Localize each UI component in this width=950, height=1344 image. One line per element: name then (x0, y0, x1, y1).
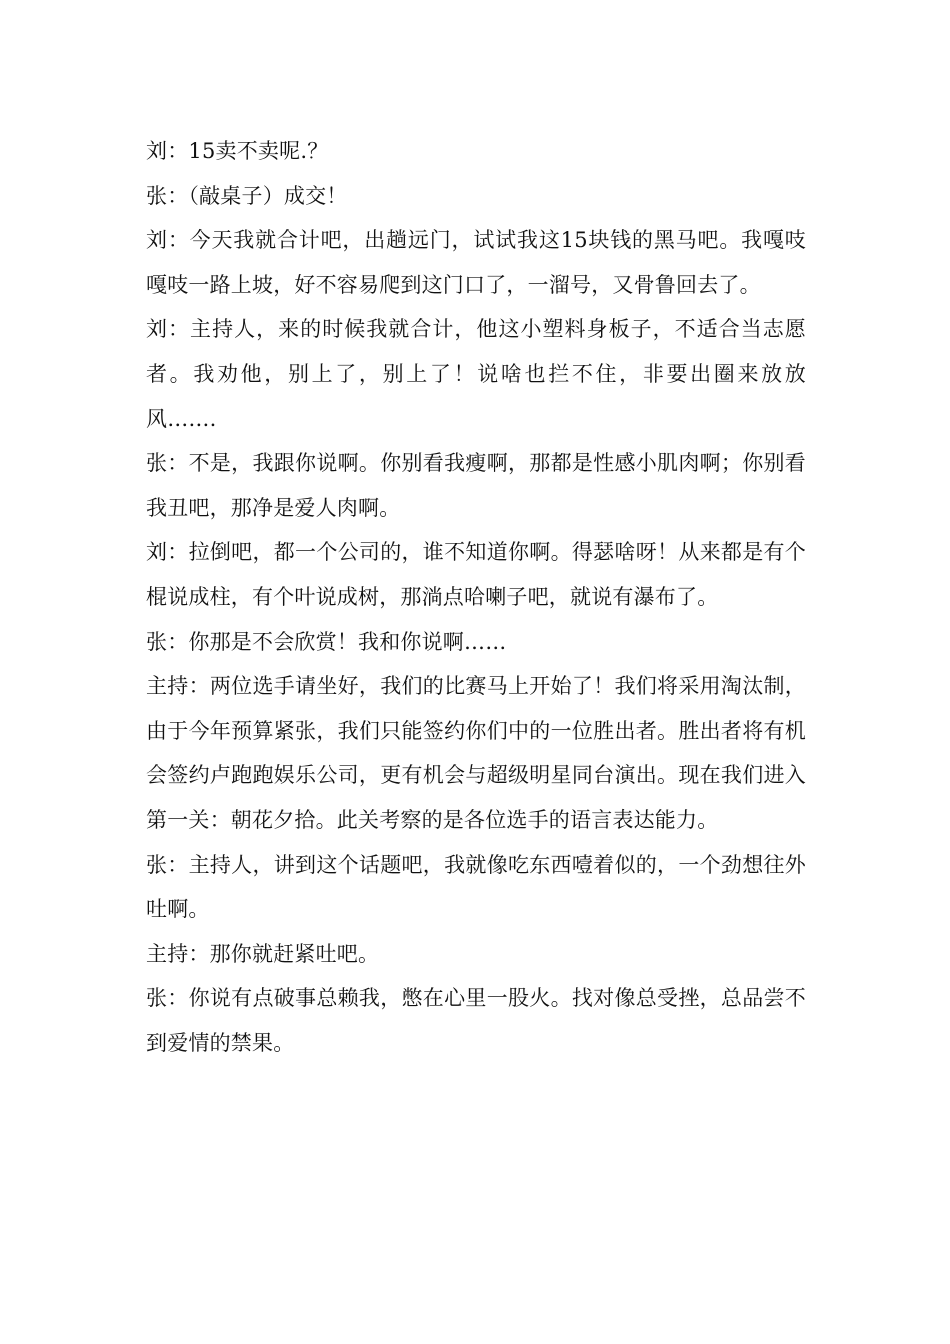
dialogue-line-zhang-appreciate: 张：你那是不会欣赏！我和你说啊…… (146, 629, 507, 654)
dialogue-line-zhang-complaint: 张：你说有点破事总赖我，憋在心里一股火。找对像总受挫，总品尝不到爱情的禁果。 (146, 986, 806, 1055)
dialogue-line-host-rules: 主持：两位选手请坐好，我们的比赛马上开始了！我们将采用淘汰制，由于今年预算紧张，我们只能签约你们中的一位胜出者。胜出者将有机会签约卢跑跑娱乐公司，更有机会与超级明星同台演出。现在我们进入第一关：朝花夕拾。此关考察的是各位选手的语言表达能力。 (146, 674, 806, 832)
dialogue-line-liu-travel: 刘：今天我就合计吧，出趟远门，试试我这15块钱的黑马吧。我嘎吱嘎吱一路上坡，好不容易爬到这门口了，一溜号，又骨鲁回去了。 (146, 228, 806, 297)
dialogue-line-zhang-topic: 张：主持人，讲到这个话题吧，我就像吃东西噎着似的，一个劲想往外吐啊。 (146, 852, 806, 922)
dialogue-line-liu-company: 刘：拉倒吧，都一个公司的，谁不知道你啊。得瑟啥呀！从来都是有个棍说成柱，有个叶说成树，那淌点哈喇子吧，就说有瀑布了。 (146, 540, 806, 609)
dialogue-line-liu-host: 刘：主持人，来的时候我就合计，他这小塑料身板子，不适合当志愿者。我劝他，别上了，别上了！说啥也拦不住，非要出圈来放放风……. (146, 317, 806, 431)
dialogue-line-zhang-deal: 张：（敲桌子）成交！ (146, 183, 348, 208)
dialogue-body (146, 129, 806, 1065)
dialogue-line-zhang-thin: 张：不是，我跟你说啊。你别看我瘦啊，那都是性感小肌肉啊；你别看我丑吧，那净是爱人肉啊。 (146, 451, 806, 520)
dialogue-line-host-reply: 主持：那你就赶紧吐吧。 (146, 941, 380, 966)
dialogue-line-liu-price: 刘：15卖不卖呢.？ (146, 139, 329, 163)
